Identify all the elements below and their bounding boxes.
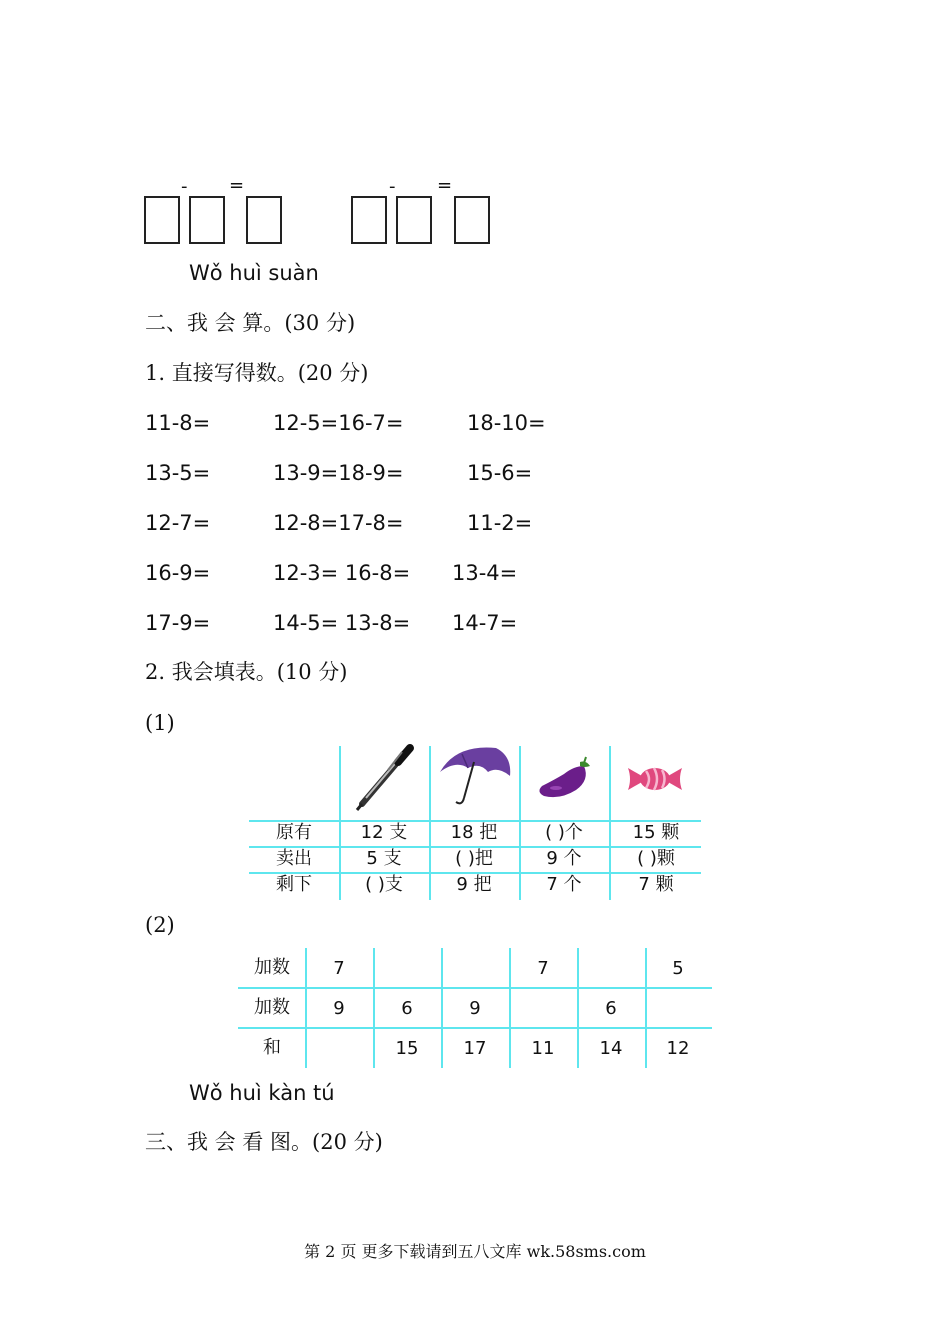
calc-item: 12-3= 16-8= [273,561,411,585]
answer-box[interactable] [246,196,282,244]
table-cell: 18 把 [450,822,498,843]
table-divider [238,987,712,989]
table-divider [429,746,431,900]
table-divider [509,948,511,1068]
table-cell: 17 [463,1038,487,1059]
minus-sign: - [389,176,396,197]
calc-item: 13-9=18-9= [273,461,404,485]
calc-item: 12-5=16-7= [273,411,404,435]
calc-item: 11-8= [145,411,211,435]
table-cell: 9 [469,998,481,1019]
table-cell: 14 [599,1038,623,1059]
row-label: 加数 [254,957,290,978]
row-label: 加数 [254,997,290,1018]
table-cell: ( )支 [365,874,403,895]
table-divider [519,746,521,900]
table-cell: 7 个 [546,874,582,895]
part-label: (2) [145,913,175,937]
table-divider [339,746,341,900]
calc-item: 15-6= [467,461,533,485]
table-cell: 7 颗 [638,874,674,895]
table-cell: 7 [333,958,345,979]
table-divider [577,948,579,1068]
table-cell: 7 [537,958,549,979]
table-cell: ( )颗 [637,848,675,869]
equals-sign: = [437,175,453,196]
table-cell: ( )把 [455,848,493,869]
calc-item: 14-5= 13-8= [273,611,411,635]
table-divider [609,746,611,900]
calc-item: 14-7= [452,611,518,635]
row-label: 和 [263,1037,281,1058]
calc-item: 13-4= [452,561,518,585]
pen-icon [352,744,416,812]
calc-item: 18-10= [467,411,546,435]
answer-box[interactable] [351,196,387,244]
table-cell: 6 [605,998,617,1019]
pinyin-line: Wǒ huì kàn tú [189,1081,335,1105]
row-label: 剩下 [276,874,312,895]
table-cell: 6 [401,998,413,1019]
table-divider [305,948,307,1068]
calc-item: 12-8=17-8= [273,511,404,535]
table-cell: 5 [672,958,684,979]
table-divider [373,948,375,1068]
pinyin-line: Wǒ huì suàn [189,261,319,285]
calc-item: 11-2= [467,511,533,535]
section-title: 三、我 会 看 图。(20 分) [145,1130,383,1154]
question-title: 2. 我会填表。(10 分) [145,660,348,684]
table-cell: 12 支 [360,822,408,843]
page-footer: 第 2 页 更多下载请到五八文库 wk.58sms.com [304,1242,646,1261]
umbrella-icon [438,744,514,808]
table-cell: ( )个 [545,822,583,843]
table-cell: 15 颗 [632,822,680,843]
calc-item: 16-9= [145,561,211,585]
table-cell: 9 把 [456,874,492,895]
answer-box[interactable] [454,196,490,244]
row-label: 原有 [276,822,312,843]
table-divider [645,948,647,1068]
equals-sign: = [229,175,245,196]
question-title: 1. 直接写得数。(20 分) [145,361,369,385]
table-cell: 5 支 [366,848,402,869]
part-label: (1) [145,711,175,735]
table-cell: 11 [531,1038,555,1059]
table-cell: 9 [333,998,345,1019]
answer-box[interactable] [396,196,432,244]
table-cell: 15 [395,1038,419,1059]
calc-item: 13-5= [145,461,211,485]
section-title: 二、我 会 算。(30 分) [145,311,356,335]
answer-box[interactable] [189,196,225,244]
row-label: 卖出 [276,848,312,869]
answer-box[interactable] [144,196,180,244]
table-cell: 12 [666,1038,690,1059]
eggplant-icon [536,756,592,802]
table-divider [441,948,443,1068]
table-cell: 9 个 [546,848,582,869]
minus-sign: - [181,176,188,197]
calc-item: 17-9= [145,611,211,635]
calc-item: 12-7= [145,511,211,535]
table-divider [238,1027,712,1029]
candy-icon [624,762,686,794]
